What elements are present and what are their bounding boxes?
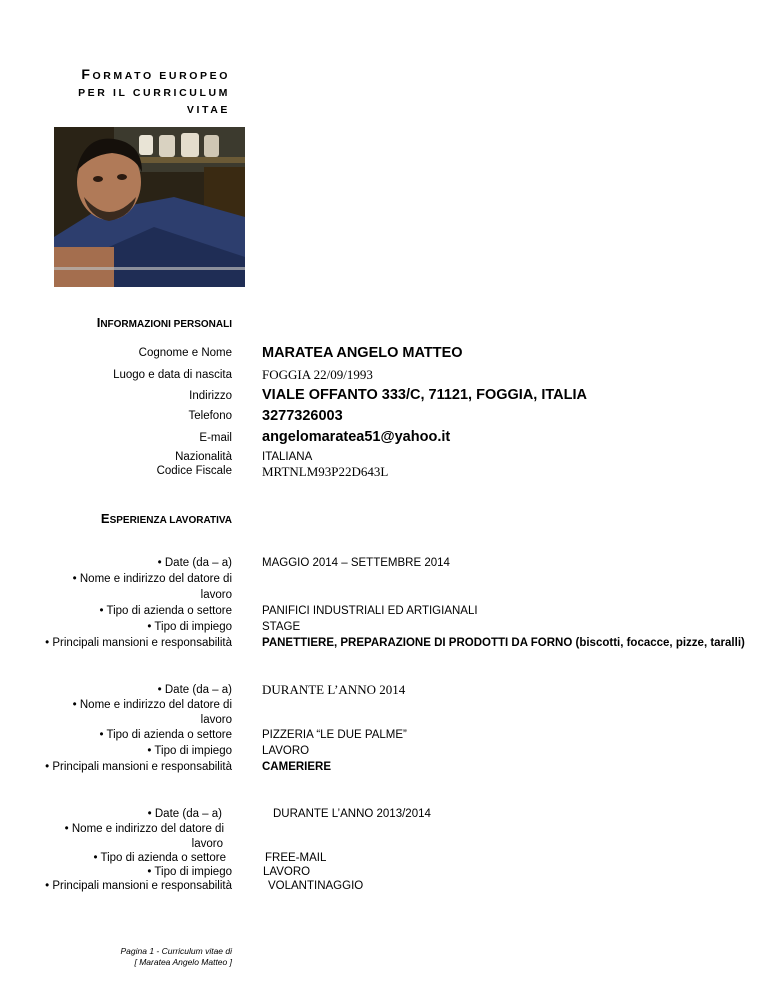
email-label: E-mail <box>199 432 232 444</box>
job1-date-label: • Date (da – a) <box>157 557 232 569</box>
job1-sector-label: • Tipo di azienda o settore <box>99 605 232 617</box>
cv-format-title: FORMATO EUROPEO PER IL CURRICULUM VITAE <box>78 66 230 116</box>
job2-sector-value: PIZZERIA “LE DUE PALME” <box>262 729 407 741</box>
job3-duties-value: VOLANTINAGGIO <box>268 880 364 892</box>
page-number: 1 <box>149 946 155 956</box>
job2-type-label: • Tipo di impiego <box>147 745 232 757</box>
job2-sector-label: • Tipo di azienda o settore <box>99 729 232 741</box>
job3-sector-value: FREE-MAIL <box>265 852 327 864</box>
job1-date-value: MAGGIO 2014 – SETTEMBRE 2014 <box>262 557 450 569</box>
job3-date-label: • Date (da – a) <box>147 808 222 820</box>
nationality-label: Nazionalità <box>175 451 232 463</box>
address-value: VIALE OFFANTO 333/C, 71121, FOGGIA, ITALIA <box>262 387 587 403</box>
birth-label: Luogo e data di nascita <box>113 369 232 381</box>
job3-sector-label: • Tipo di azienda o settore <box>93 852 226 864</box>
job1-sector-value: PANIFICI INDUSTRIALI ED ARTIGIANALI <box>262 605 478 617</box>
email-value: angelomaratea51@yahoo.it <box>262 429 451 445</box>
section-work-experience: ESPERIENZA LAVORATIVA <box>100 511 232 526</box>
job2-employer-label-cont: lavoro <box>200 714 232 726</box>
job1-duties-label: • Principali mansioni e responsabilità <box>45 637 232 649</box>
job2-date-value: DURANTE L’ANNO 2014 <box>262 682 406 697</box>
job3-type-label: • Tipo di impiego <box>147 866 232 878</box>
job1-type-value: STAGE <box>262 621 301 633</box>
job1-type-label: • Tipo di impiego <box>147 621 232 633</box>
job2-date-label: • Date (da – a) <box>157 684 232 696</box>
address-label: Indirizzo <box>189 390 232 402</box>
job1-employer-label: • Nome e indirizzo del datore di <box>72 573 232 585</box>
name-label: Cognome e Nome <box>138 347 232 359</box>
birth-value: FOGGIA 22/09/1993 <box>262 367 373 382</box>
job1-duties-value: PANETTIERE, PREPARAZIONE DI PRODOTTI DA FORNO (biscotti, focacce, pizze, taralli) <box>262 637 745 649</box>
job2-duties-value: CAMERIERE <box>262 761 332 773</box>
job3-date-value: DURANTE L’ANNO 2013/2014 <box>273 808 431 820</box>
job3-type-value: LAVORO <box>263 866 311 878</box>
job2-type-value: LAVORO <box>262 745 310 757</box>
nationality-value: ITALIANA <box>262 451 313 463</box>
tax-code-label: Codice Fiscale <box>156 465 232 477</box>
name-value: MARATEA ANGELO MATTEO <box>262 345 463 361</box>
tax-code-value: MRTNLM93P22D643L <box>262 464 389 479</box>
job3-employer-label-cont: lavoro <box>191 838 223 850</box>
phone-label: Telefono <box>188 410 232 422</box>
phone-value: 3277326003 <box>262 408 343 424</box>
page-footer: Pagina 1 - Curriculum vitae di [ Maratea Angelo Matteo ] <box>120 946 232 967</box>
job2-duties-label: • Principali mansioni e responsabilità <box>45 761 232 773</box>
profile-photo <box>54 127 245 287</box>
section-personal-info: INFORMAZIONI PERSONALI <box>96 315 232 330</box>
job2-employer-label: • Nome e indirizzo del datore di <box>72 699 232 711</box>
job1-employer-label-cont: lavoro <box>200 589 232 601</box>
job3-duties-label: • Principali mansioni e responsabilità <box>45 880 232 892</box>
job3-employer-label: • Nome e indirizzo del datore di <box>64 823 224 835</box>
